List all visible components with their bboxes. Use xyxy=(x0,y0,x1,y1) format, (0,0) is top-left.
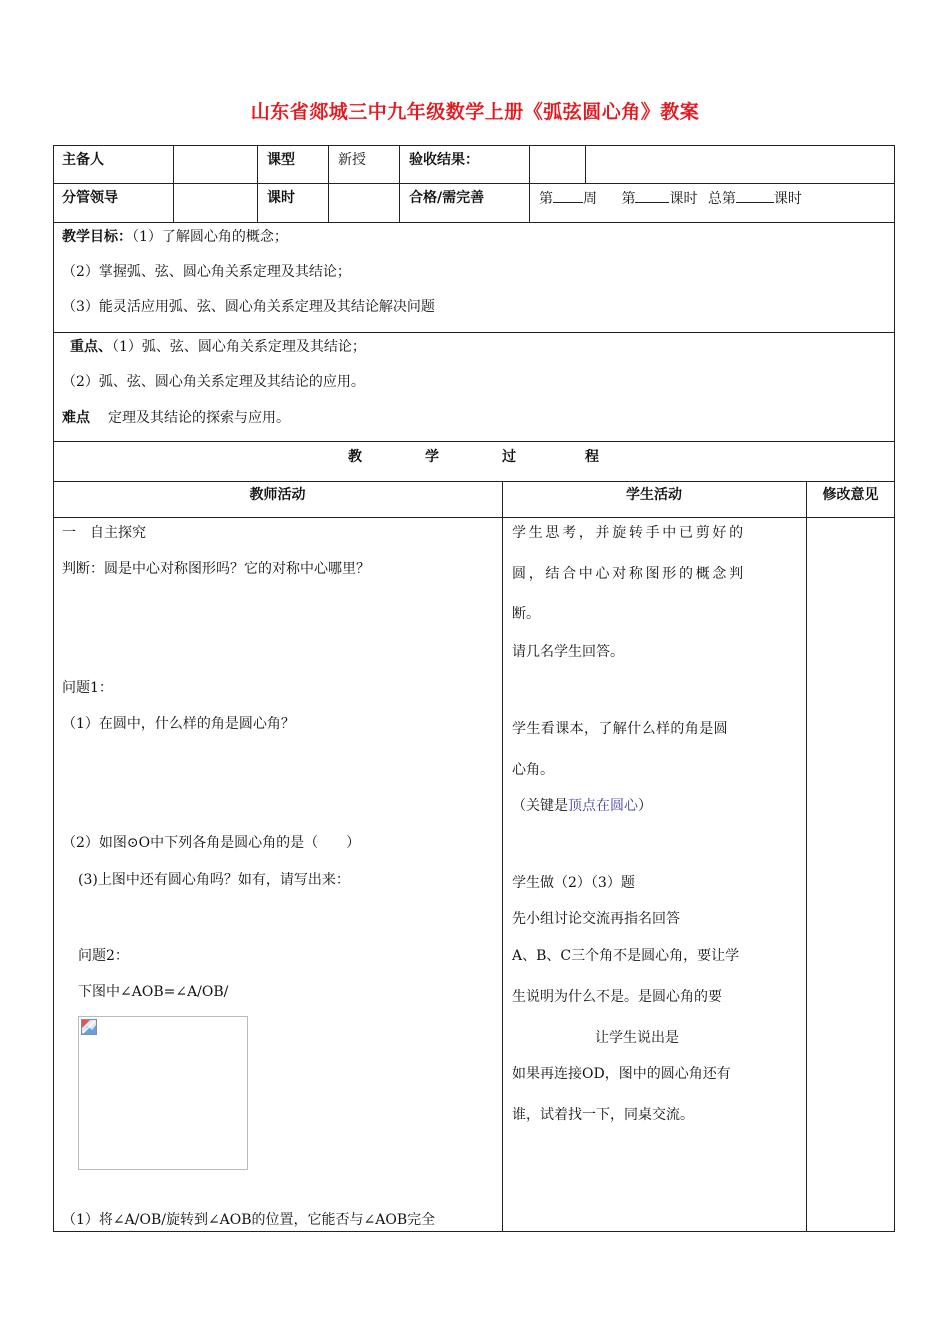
student-line-8: 让学生说出是 xyxy=(595,1030,679,1046)
col-divider xyxy=(328,145,329,222)
student-line-7b: 生说明为什么不是。是圆心角的要 xyxy=(512,989,722,1005)
student-line-6: 先小组讨论交流再指名回答 xyxy=(512,911,680,927)
total-suffix: 课时 xyxy=(773,191,802,207)
teacher-q2-1: （1）将∠A/OB/旋转到∠AOB的位置，它能否与∠AOB完全 xyxy=(62,1212,436,1228)
zhongdian-1 xyxy=(70,337,366,357)
student-line-2: 请几名学生回答。 xyxy=(512,644,624,660)
student-line-3a: 学生看课本，了解什么样的角是圆 xyxy=(512,721,728,737)
student-line-4 xyxy=(512,796,652,816)
week-blank xyxy=(553,188,583,203)
col-divider xyxy=(173,145,174,222)
objective-text-1: （1）了解圆心角的概念； xyxy=(132,229,288,245)
student-line-4-open: （关键是 xyxy=(512,798,568,814)
lesson-prefix: 第 xyxy=(621,191,636,207)
zhongdian-2: （2）弧、弦、圆心角关系定理及其结论的应用。 xyxy=(62,374,365,390)
col-divider xyxy=(806,481,807,1232)
student-column-header: 学生活动 xyxy=(626,487,682,503)
broken-image-icon xyxy=(81,1019,97,1035)
student-line-1a: 学生思考，并旋转手中已剪好的 xyxy=(512,525,746,541)
keshi-label: 课时 xyxy=(267,190,295,206)
week-prefix: 第 xyxy=(539,191,553,207)
row-divider xyxy=(53,481,895,482)
week-suffix: 周 xyxy=(583,191,597,207)
teacher-section-title: 一 自主探究 xyxy=(62,525,146,541)
fenguan-label: 分管领导 xyxy=(62,190,118,206)
lesson-suffix: 课时 xyxy=(669,191,698,207)
schedule-line xyxy=(539,188,802,209)
col-divider xyxy=(529,145,530,222)
kexing-value: 新授 xyxy=(338,152,366,168)
student-line-1c: 断。 xyxy=(512,606,540,622)
process-char-1: 教 xyxy=(348,449,362,465)
figure-image xyxy=(78,1016,248,1170)
total-prefix: 总第 xyxy=(707,191,736,207)
teacher-column-header: 教师活动 xyxy=(249,487,306,503)
student-line-9a: 如果再连接OD，图中的圆心角还有 xyxy=(512,1066,731,1082)
student-line-7a: A、B、C三个角不是圆心角，要让学 xyxy=(512,948,740,964)
objective-3: （3）能灵活应用弧、弦、圆心角关系定理及其结论解决问题 xyxy=(62,299,435,315)
student-line-9b: 谁，试着找一下，同桌交流。 xyxy=(512,1107,694,1123)
row-divider xyxy=(53,517,895,518)
row-divider xyxy=(53,183,895,184)
zhongdian-text-1: （1）弧、弦、圆心角关系定理及其结论； xyxy=(112,339,366,355)
zhubeiren-label: 主备人 xyxy=(62,152,104,168)
objectives-label: 教学目标： xyxy=(62,229,132,245)
student-line-4-close: ） xyxy=(638,798,652,814)
teacher-q1-3: (3)上图中还有圆心角吗？如有，请写出来： xyxy=(78,872,350,888)
kexing-label: 课型 xyxy=(267,152,295,168)
col-divider xyxy=(585,145,586,183)
nandian-label: 难点 xyxy=(62,410,90,426)
col-divider xyxy=(399,145,400,222)
student-line-1b: 圆，结合中心对称图形的概念判 xyxy=(512,566,746,582)
student-line-4-highlight: 顶点在圆心 xyxy=(568,798,638,814)
revision-column-header: 修改意见 xyxy=(822,487,879,503)
yanshou-label: 验收结果： xyxy=(409,152,479,168)
row-divider xyxy=(53,332,895,333)
teacher-q1-2: （2）如图⊙O中下列各角是圆心角的是（ ） xyxy=(62,835,361,851)
document-title: 山东省郯城三中九年级数学上册《弧弦圆心角》教案 xyxy=(250,101,700,123)
process-char-3: 过 xyxy=(502,449,516,465)
row-divider xyxy=(53,222,895,223)
col-divider xyxy=(257,145,258,222)
teacher-judge: 判断：圆是中心对称图形吗？它的对称中心哪里？ xyxy=(62,561,370,577)
total-blank xyxy=(736,188,774,203)
lesson-blank xyxy=(635,188,669,203)
process-char-2: 学 xyxy=(425,449,439,465)
student-line-5: 学生做（2）（3）题 xyxy=(512,875,635,891)
nandian-text: 定理及其结论的探索与应用。 xyxy=(108,410,290,426)
teacher-q2-text: 下图中∠AOB=∠A/OB/ xyxy=(78,984,229,1000)
zhongdian-label: 重点、 xyxy=(70,339,112,355)
teacher-q1-1: （1）在圆中，什么样的角是圆心角？ xyxy=(62,716,295,732)
row-divider xyxy=(53,441,895,442)
nandian xyxy=(62,408,290,428)
teacher-q1: 问题1： xyxy=(62,680,113,696)
objective-1 xyxy=(62,227,288,247)
col-divider xyxy=(502,481,503,1232)
hege-label: 合格/需完善 xyxy=(409,190,485,206)
process-char-4: 程 xyxy=(585,449,599,465)
teacher-q2: 问题2： xyxy=(78,948,129,964)
objective-2: （2）掌握弧、弦、圆心角关系定理及其结论； xyxy=(62,264,351,280)
student-line-3b: 心角。 xyxy=(512,762,554,778)
